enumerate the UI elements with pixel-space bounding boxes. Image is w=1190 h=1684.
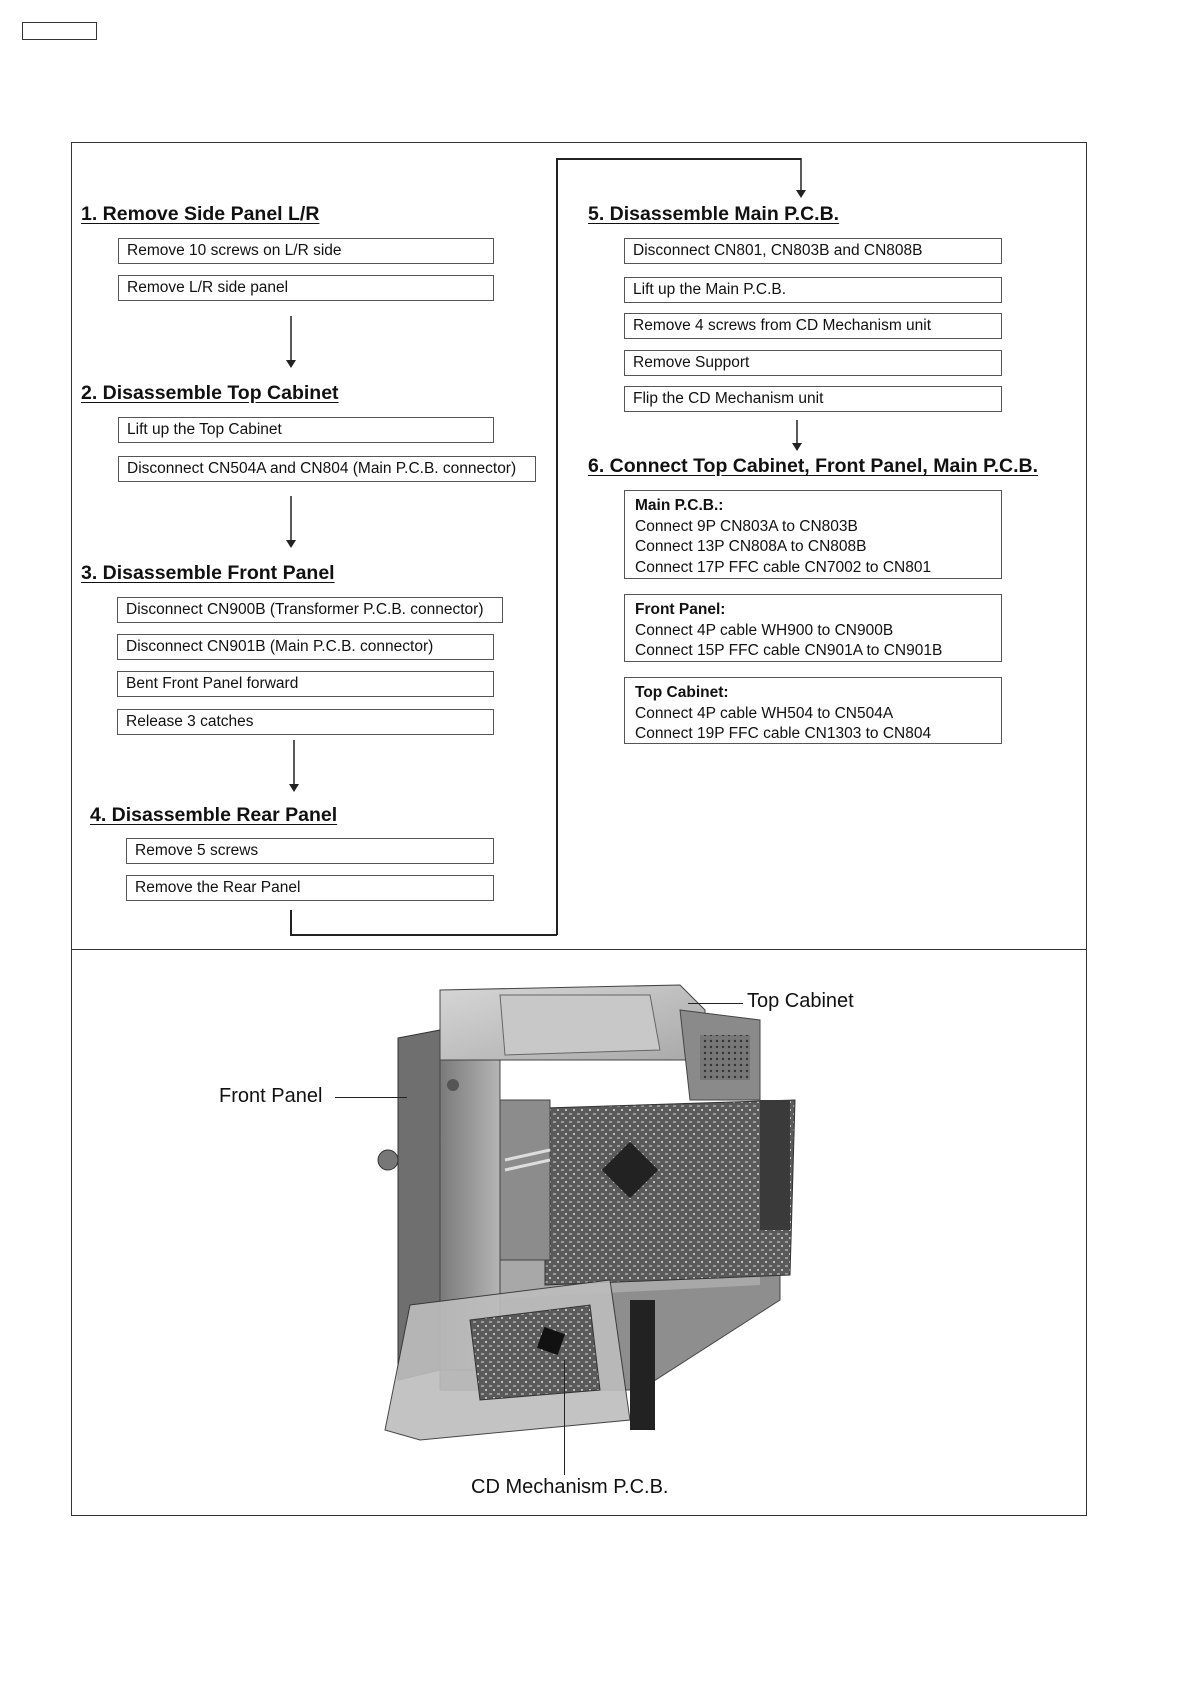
step-box: Remove L/R side panel [118, 275, 494, 301]
group-title: Top Cabinet: [635, 684, 729, 701]
group-line: Connect 17P FFC cable CN7002 to CN801 [635, 558, 932, 576]
section-4-heading: 4. Disassemble Rear Panel [90, 804, 338, 826]
section-5-heading: 5. Disassemble Main P.C.B. [588, 203, 840, 225]
step-box: Release 3 catches [117, 709, 494, 735]
group-line: Connect 15P FFC cable CN901A to CN901B [635, 642, 943, 659]
leader-line [688, 1003, 743, 1004]
step-box: Bent Front Panel forward [117, 671, 494, 697]
step-box: Lift up the Top Cabinet [118, 417, 494, 443]
top-cabinet-label: Top Cabinet [747, 990, 854, 1012]
step-box: Remove the Rear Panel [126, 875, 494, 901]
step-box: Lift up the Main P.C.B. [624, 277, 1002, 303]
group-line: Connect 4P cable WH900 to CN900B [635, 621, 894, 639]
leader-line [335, 1097, 407, 1098]
section-6-heading: 6. Connect Top Cabinet, Front Panel, Main P.C.B. [588, 455, 1038, 477]
step-box: Remove 10 screws on L/R side [118, 238, 494, 264]
group-line: Connect 9P CN803A to CN803B [635, 517, 858, 535]
step-box: Disconnect CN901B (Main P.C.B. connector) [117, 634, 494, 660]
step-box: Remove 4 screws from CD Mechanism unit [624, 313, 1002, 339]
section-2-heading: 2. Disassemble Top Cabinet [81, 382, 339, 404]
step-box: Remove 5 screws [126, 838, 494, 864]
step-box: Flip the CD Mechanism unit [624, 386, 1002, 412]
group-line: Connect 4P cable WH504 to CN504A [635, 704, 894, 722]
step-box: Disconnect CN900B (Transformer P.C.B. connector) [117, 597, 503, 623]
leader-line [564, 1360, 565, 1475]
cd-mechanism-label: CD Mechanism P.C.B. [471, 1476, 669, 1498]
step-box: Disconnect CN504A and CN804 (Main P.C.B. connector) [118, 456, 536, 482]
group-title: Main P.C.B.: [635, 497, 724, 514]
section-1-heading: 1. Remove Side Panel L/R [81, 203, 320, 225]
front-panel-label: Front Panel [219, 1085, 323, 1107]
group-title: Front Panel: [635, 601, 726, 618]
step-box: Remove Support [624, 350, 1002, 376]
section-3-heading: 3. Disassemble Front Panel [81, 562, 335, 584]
group-line: Connect 13P CN808A to CN808B [635, 538, 867, 555]
step-box: Disconnect CN801, CN803B and CN808B [624, 238, 1002, 264]
group-line: Connect 19P FFC cable CN1303 to CN804 [635, 725, 932, 742]
